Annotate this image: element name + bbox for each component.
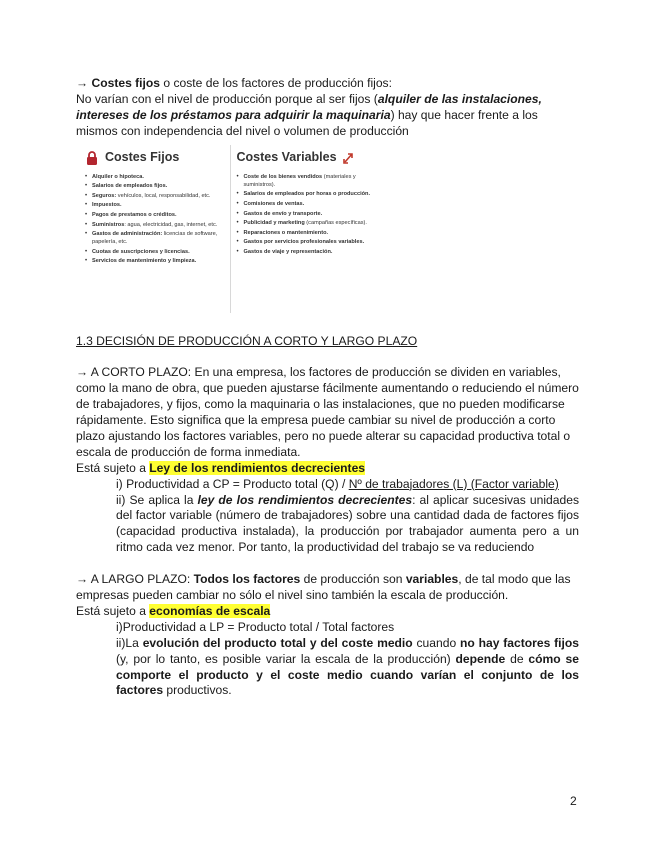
costs-comparison-image bbox=[79, 145, 381, 313]
cost-list-item: • Coste de los bienes vendidos (materiales y suministros). bbox=[237, 173, 376, 189]
cost-list-item: • Salarios de empleados fijos. bbox=[85, 182, 224, 190]
variable-costs-heading: Costes Variables bbox=[236, 149, 337, 164]
cost-list-item: • Gastos por servicios profesionales variables. bbox=[237, 238, 376, 246]
up-down-arrows-icon bbox=[342, 151, 354, 165]
fixed-costs-title: Costes fijos bbox=[91, 76, 161, 90]
variable-costs-list bbox=[237, 173, 376, 256]
cost-list-item: • Alquiler o hipoteca. bbox=[85, 173, 224, 181]
highlight-economies-of-scale: economías de escala bbox=[149, 603, 271, 618]
cost-list-item: • Gastos de envío y transporte. bbox=[237, 210, 376, 218]
cost-list-item: • Publicidad y marketing (campañas específicas). bbox=[237, 219, 376, 227]
short-term-subject: Está sujeto a Ley de los rendimientos decrecientes bbox=[76, 460, 366, 475]
cost-list-item: • Servicios de mantenimiento y limpieza. bbox=[85, 257, 224, 265]
fixed-costs-column bbox=[79, 145, 230, 313]
cost-list-item: • Reparaciones o mantenimiento. bbox=[237, 229, 376, 237]
variable-costs-column bbox=[230, 145, 382, 313]
short-term-paragraph: → A CORTO PLAZO: En una empresa, los factores de producción se dividen en variables, como la mano de obra, que pueden ajustarse fácilmente aumentando o reduciendo el número de trabajadores, y fijos, como la maquinaria o las instalaciones, que no pueden modificarse rápidamente. Esto significa que la empresa puede cambiar su nivel de producción a corto plazo ajustando los factores variables, pero no puede alterar su capacidad productiva total o escala de producción de forma inmediata. bbox=[76, 365, 579, 459]
long-term-subject: Está sujeto a economías de escala bbox=[76, 603, 271, 618]
fixed-costs-list bbox=[85, 173, 224, 266]
cost-list-item: • Pagos de prestamos o créditos. bbox=[85, 211, 224, 219]
cost-list-item: • Gastos de administración: licencias de software, papelería, etc. bbox=[85, 230, 224, 246]
cost-list-item: • Suministros: agua, electricidad, gas, internet, etc. bbox=[85, 221, 224, 229]
section-heading: 1.3 DECISIÓN DE PRODUCCIÓN A CORTO Y LARGO PLAZO bbox=[76, 333, 418, 348]
short-term-point-ii: ii) Se aplica la ley de los rendimientos decrecientes: al aplicar sucesivas unidades del factor variable (número de trabajadores) sobre una cantidad dada de factores fijos (capacidad productiva instalada), la producción por trabajador aumenta pero a un ritmo cada vez menor. Por tanto, la productividad del trabajo se va reduciendo bbox=[116, 492, 579, 555]
fixed-costs-intro: → Costes fijos o coste de los factores de producción fijos: No varían con el nivel de producción porque al ser fijos (alquiler de las instalaciones, intereses de los préstamos para adquirir la maquinaria) hay que hacer frente a los mismos con independencia del nivel o volumen de producción bbox=[76, 76, 542, 138]
long-term-point-i: i)Productividad a LP = Producto total / Total factores bbox=[116, 619, 395, 634]
long-term-paragraph: → A LARGO PLAZO: Todos los factores de producción son variables, de tal modo que las empresas pueden cambiar no sólo el nivel sino también la escala de producción. bbox=[76, 572, 571, 602]
cost-list-item: • Salarios de empleados por horas o producción. bbox=[237, 190, 376, 198]
cost-list-item: • Impuestos. bbox=[85, 201, 224, 209]
cost-list-item: • Cuotas de suscripciones y licencias. bbox=[85, 248, 224, 256]
long-term-point-ii: ii)La evolución del producto total y del coste medio cuando no hay factores fijos (y, por lo tanto, es posible variar la escala de la producción) depende de cómo se comporte el producto y el coste medio cuando varían el conjunto de los factores productivos. bbox=[116, 635, 580, 698]
highlight-diminishing-returns: Ley de los rendimientos decrecientes bbox=[149, 460, 366, 475]
page-number: 2 bbox=[570, 794, 577, 808]
fixed-costs-examples: alquiler de las instalaciones, intereses de los préstamos para adquirir la maquinaria bbox=[76, 91, 542, 122]
cost-list-item: • Comisiones de ventas. bbox=[237, 200, 376, 208]
cost-list-item: • Gastos de viaje y representación. bbox=[237, 248, 376, 256]
fixed-costs-heading: Costes Fijos bbox=[105, 149, 180, 164]
short-term-point-i: i) Productividad a CP = Producto total (Q) / Nº de trabajadores (L) (Factor variable) bbox=[116, 476, 559, 491]
document-page bbox=[76, 76, 579, 699]
arrow-glyph: → bbox=[76, 76, 89, 90]
cost-list-item: • Seguros: vehículos, local, responsabilidad, etc. bbox=[85, 192, 224, 200]
lock-icon bbox=[85, 151, 99, 165]
